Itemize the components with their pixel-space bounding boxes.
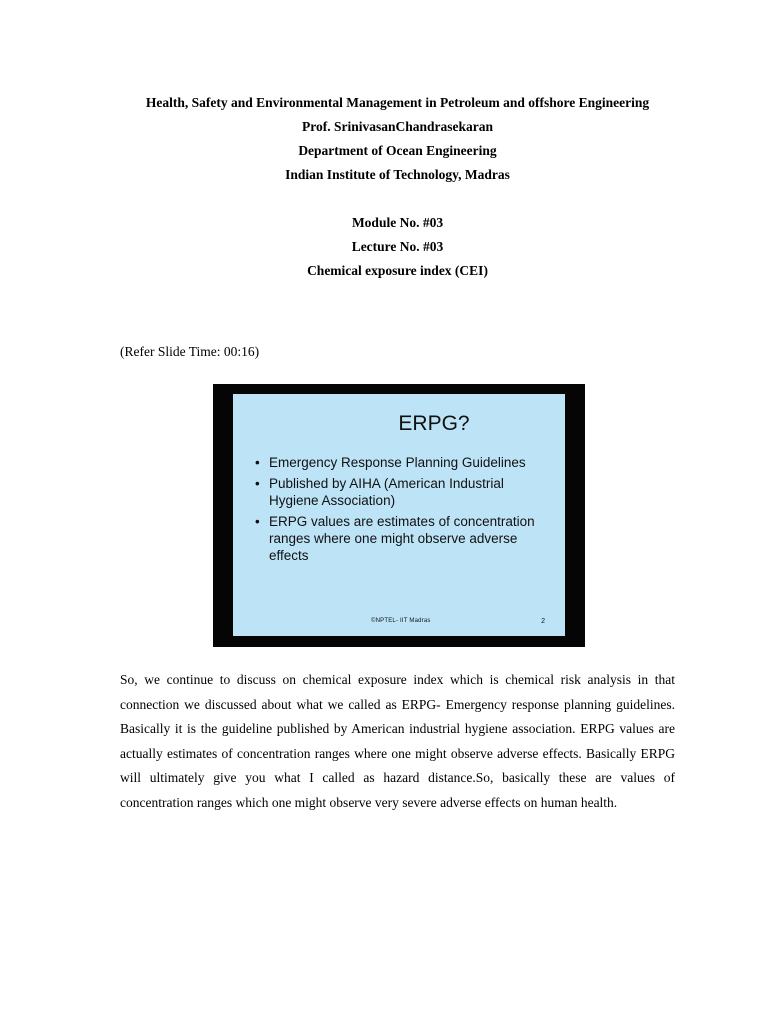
slide-bullet [255,454,555,471]
slide-bullet-text: Emergency Response Planning Guidelines [269,455,526,470]
bullet-icon: • [255,455,260,470]
slide-title: ERPG? [398,412,470,435]
slide-bullet [255,475,555,509]
slide-image [233,394,565,636]
slide-bullet [255,513,555,564]
slide-page-number: 2 [541,618,545,625]
slide-bullet-text: Published by AIHA (American Industrial Hygiene Association) [269,476,504,508]
lecture-title: Chemical exposure index (CEI) [307,263,488,278]
slide-image-frame [213,384,585,647]
slide-bullet-list [255,454,555,568]
body-paragraph: So, we continue to discuss on chemical exposure index which is chemical risk analysis in that connection we discussed about what we called as ERPG- Emergency response planning guidelines. Basically it is the guideline published by American industrial hygiene association. ERPG values are actually estimates of concentration ranges where one might observe adverse effects. Basically ERPG will ultimately give you what I called as hazard distance.So, basically these are values of concentration ranges which one might observe very severe adverse effects on human health. [120,672,675,810]
slide-bullet-text: ERPG values are estimates of concentration ranges where one might observe adverse effects [269,514,535,563]
module-number: Module No. #03 [351,215,444,230]
refer-slide-time: (Refer Slide Time: 00:16) [120,344,260,359]
institute-name: Indian Institute of Technology, Madras [285,167,510,182]
slide-footer: ©NPTEL- IIT Madras [371,618,431,624]
professor-name: Prof. SrinivasanChandrasekaran [301,119,494,134]
document-header [120,95,675,279]
course-title: Health, Safety and Environmental Management in Petroleum and offshore Engineering [145,95,650,110]
bullet-icon: • [255,476,260,491]
lecture-number: Lecture No. #03 [351,239,444,254]
bullet-icon: • [255,514,260,529]
department-name: Department of Ocean Engineering [298,143,497,158]
